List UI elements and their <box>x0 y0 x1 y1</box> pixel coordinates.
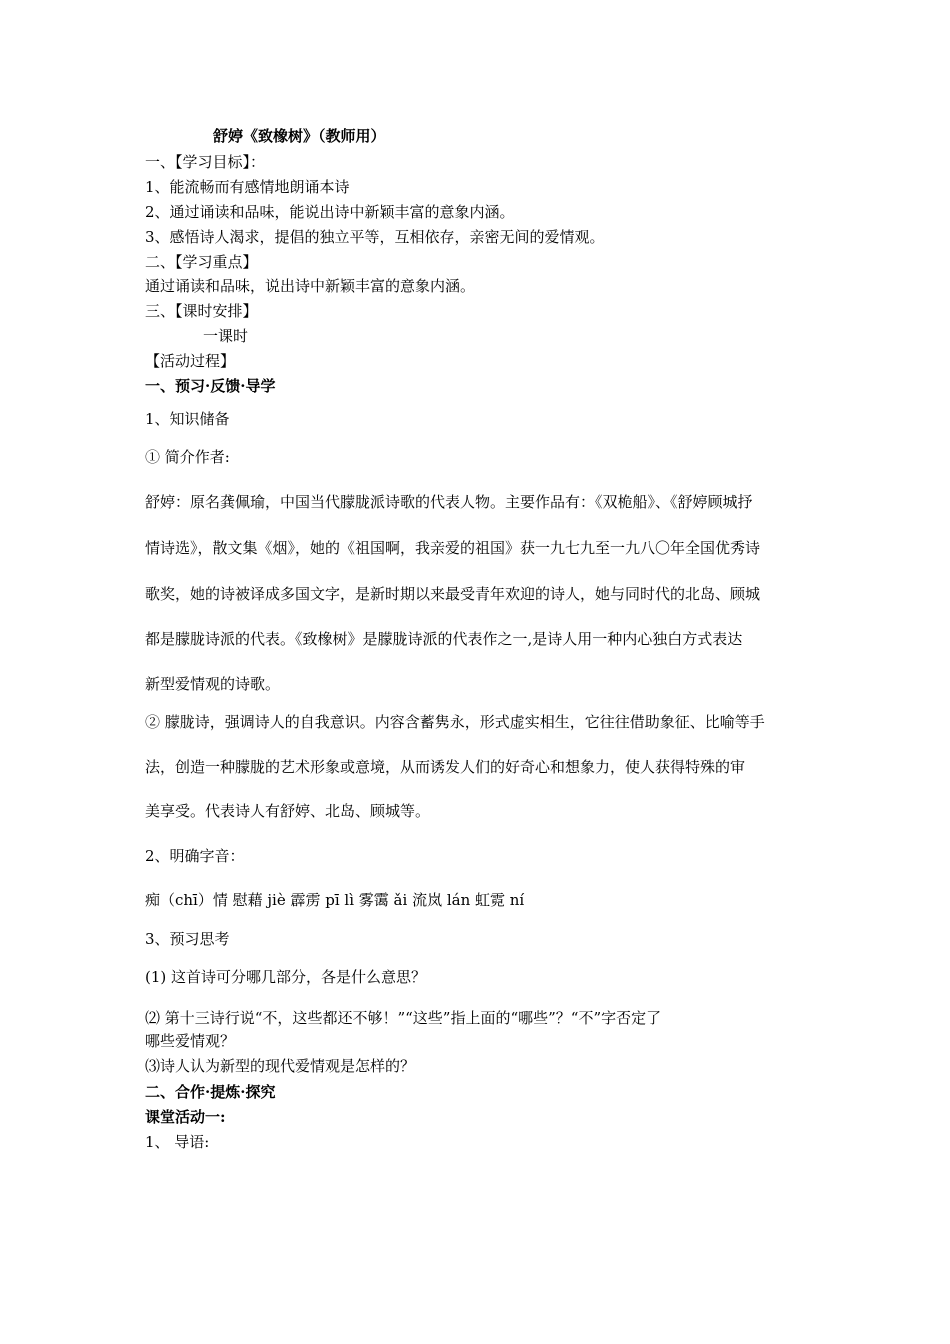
objective-item: 3、感悟诗人渴求，提倡的独立平等，互相依存，亲密无间的爱情观。 <box>145 228 605 246</box>
part-heading: 一、预习·反馈·导学 <box>145 377 276 395</box>
preview-question: 哪些爱情观？ <box>145 1032 236 1050</box>
preview-question: ⑵ 第十三诗行说“不，这些都还不够！”“这些”指上面的“哪些”？“不”字否定了 <box>145 1009 662 1027</box>
pronunciation-line: 痴（chī）情 慰藉 jiè 霹雳 pī lì 雾霭 ǎi 流岚 lán 虹霓 ní <box>145 891 525 909</box>
subsection-heading: 1、知识储备 <box>145 410 230 428</box>
subsection-heading: 3、预习思考 <box>145 930 230 948</box>
section-heading: 三、【课时安排】 <box>145 302 258 320</box>
author-intro-paragraph: 都是朦胧诗派的代表。《致橡树》是朦胧诗派的代表作之一,是诗人用一种内心独白方式表达 <box>145 630 743 648</box>
author-intro-paragraph: 歌奖，她的诗被译成多国文字，是新时期以来最受青年欢迎的诗人，她与同时代的北岛、顾城 <box>145 585 761 603</box>
section-heading: 二、【学习重点】 <box>145 253 258 271</box>
objective-item: 1、能流畅而有感情地朗诵本诗 <box>145 178 350 196</box>
preview-question: (1) 这首诗可分哪几部分，各是什么意思？ <box>145 968 427 986</box>
document-title: 舒婷《致橡树》（教师用） <box>213 127 386 145</box>
section-heading: 【活动过程】 <box>145 352 236 370</box>
poetry-school-paragraph: 美享受。代表诗人有舒婷、北岛、顾城等。 <box>145 802 431 820</box>
poetry-school-paragraph: 法，创造一种朦胧的艺术形象或意境，从而诱发人们的好奇心和想象力，使人获得特殊的审 <box>145 758 746 776</box>
key-point-text: 通过诵读和品味，说出诗中新颖丰富的意象内涵。 <box>145 277 476 295</box>
subsection-heading: 2、明确字音： <box>145 847 245 865</box>
author-intro-paragraph: 新型爱情观的诗歌。 <box>145 675 281 693</box>
preview-question: ⑶诗人认为新型的现代爱情观是怎样的？ <box>145 1057 416 1075</box>
part-heading: 二、合作·提炼·探究 <box>145 1083 276 1101</box>
schedule-text: 一课时 <box>203 327 249 345</box>
intro-heading: 1、 导语: <box>145 1133 210 1151</box>
activity-heading: 课堂活动一: <box>145 1108 226 1126</box>
subsection-heading: ① 简介作者: <box>145 448 230 466</box>
author-intro-paragraph: 情诗选》，散文集《烟》，她的《祖国啊，我亲爱的祖国》获一九七九至一九八〇年全国优秀诗 <box>145 539 761 557</box>
objective-item: 2、通过诵读和品味，能说出诗中新颖丰富的意象内涵。 <box>145 203 515 221</box>
section-heading: 一、【学习目标】： <box>145 153 266 171</box>
author-intro-paragraph: 舒婷：原名龚佩瑜，中国当代朦胧派诗歌的代表人物。主要作品有：《双桅船》、《舒婷顾城抒 <box>145 493 753 511</box>
poetry-school-paragraph: ② 朦胧诗，强调诗人的自我意识。内容含蓄隽永，形式虚实相生，它往往借助象征、比喻等手 <box>145 713 765 731</box>
